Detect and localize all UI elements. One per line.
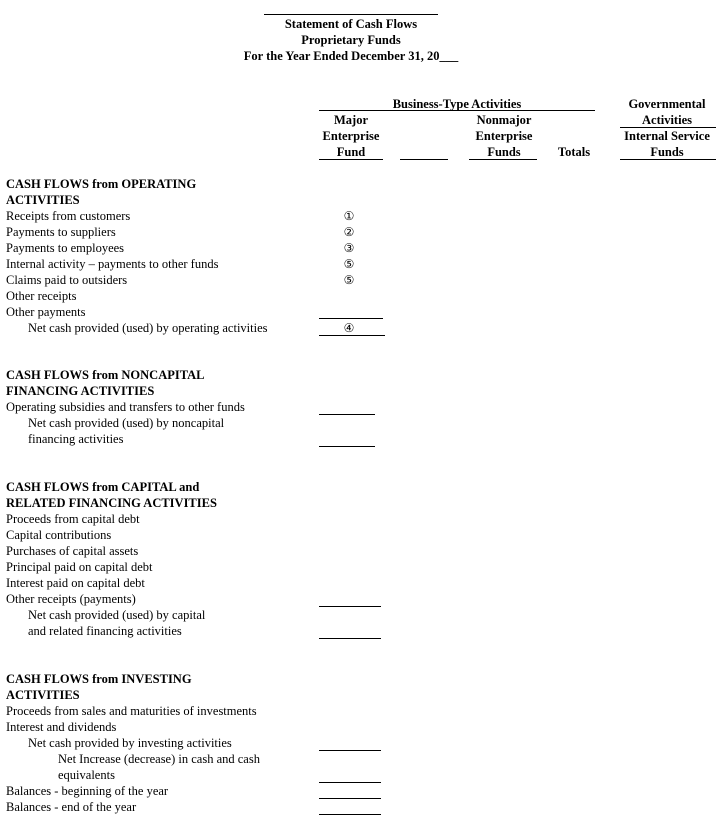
balance-end-label: Balances - end of the year (6, 800, 137, 814)
operating-total-line (319, 335, 385, 336)
col-major-underline (319, 159, 383, 160)
capital-subtotal-line (319, 606, 381, 607)
col-gov-line1: Governmental (628, 97, 706, 111)
col-gov-underline (620, 159, 716, 160)
statement-period: For the Year Ended December 31, 20___ (243, 49, 459, 63)
statement-subtitle: Proprietary Funds (301, 33, 401, 47)
balance-end-line (319, 814, 381, 815)
marker-5: ⑤ (343, 257, 355, 271)
noncapital-subtotal-line (319, 414, 375, 415)
investing-row: Interest and dividends (6, 720, 117, 734)
noncapital-net-label-cont: financing activities (28, 432, 124, 446)
col-gov-line2: Activities (642, 113, 692, 127)
operating-heading-cont: ACTIVITIES (6, 193, 80, 207)
capital-net-label-cont: and related financing activities (28, 624, 182, 638)
capital-heading-cont: RELATED FINANCING ACTIVITIES (6, 496, 217, 510)
marker-3: ③ (343, 241, 355, 255)
capital-row: Purchases of capital assets (6, 544, 139, 558)
col-nonmajor-line3: Funds (487, 145, 521, 159)
col-totals: Totals (557, 145, 591, 159)
title-overline (264, 14, 438, 15)
operating-row: Claims paid to outsiders (6, 273, 128, 287)
capital-row: Interest paid on capital debt (6, 576, 145, 590)
business-type-header: Business-Type Activities (392, 97, 522, 111)
col-gov-line3: Internal Service (624, 129, 710, 143)
marker-4: ④ (343, 321, 355, 335)
noncapital-net-label: Net cash provided (used) by noncapital (28, 416, 225, 430)
investing-row: Proceeds from sales and maturities of investments (6, 704, 257, 718)
col-blank-underline (400, 159, 448, 160)
capital-row: Proceeds from capital debt (6, 512, 140, 526)
marker-2: ② (343, 225, 355, 239)
operating-row: Internal activity – payments to other funds (6, 257, 219, 271)
col-major-line1: Major (333, 113, 368, 127)
col-nonmajor-underline (469, 159, 537, 160)
operating-subtotal-line (319, 318, 383, 319)
marker-1: ① (343, 209, 355, 223)
col-nonmajor-line2: Enterprise (475, 129, 533, 143)
col-major-line3: Fund (336, 145, 366, 159)
balance-beginning-line (319, 798, 381, 799)
balance-beginning-label: Balances - beginning of the year (6, 784, 169, 798)
capital-row: Other receipts (payments) (6, 592, 136, 606)
operating-net-label: Net cash provided (used) by operating activities (28, 321, 268, 335)
net-increase-label-cont: equivalents (58, 768, 115, 782)
investing-net-label: Net cash provided by investing activities (28, 736, 232, 750)
noncapital-row: Operating subsidies and transfers to other funds (6, 400, 245, 414)
col-nonmajor-line1: Nonmajor (476, 113, 532, 127)
net-increase-line (319, 782, 381, 783)
capital-net-label: Net cash provided (used) by capital (28, 608, 206, 622)
operating-row: Receipts from customers (6, 209, 131, 223)
marker-5: ⑤ (343, 273, 355, 287)
capital-row: Capital contributions (6, 528, 112, 542)
investing-heading: CASH FLOWS from INVESTING (6, 672, 192, 686)
operating-row: Other payments (6, 305, 86, 319)
col-major-line2: Enterprise (322, 129, 380, 143)
investing-heading-cont: ACTIVITIES (6, 688, 80, 702)
operating-row: Payments to suppliers (6, 225, 116, 239)
net-increase-label: Net Increase (decrease) in cash and cash (58, 752, 260, 766)
operating-row: Other receipts (6, 289, 77, 303)
statement-title: Statement of Cash Flows (284, 17, 418, 31)
noncapital-heading: CASH FLOWS from NONCAPITAL (6, 368, 205, 382)
col-gov-line4: Funds (650, 145, 684, 159)
operating-heading: CASH FLOWS from OPERATING (6, 177, 197, 191)
capital-heading: CASH FLOWS from CAPITAL and (6, 480, 200, 494)
capital-total-line (319, 638, 381, 639)
capital-row: Principal paid on capital debt (6, 560, 153, 574)
investing-total-line (319, 750, 381, 751)
noncapital-total-line (319, 446, 375, 447)
operating-row: Payments to employees (6, 241, 125, 255)
noncapital-heading-cont: FINANCING ACTIVITIES (6, 384, 155, 398)
